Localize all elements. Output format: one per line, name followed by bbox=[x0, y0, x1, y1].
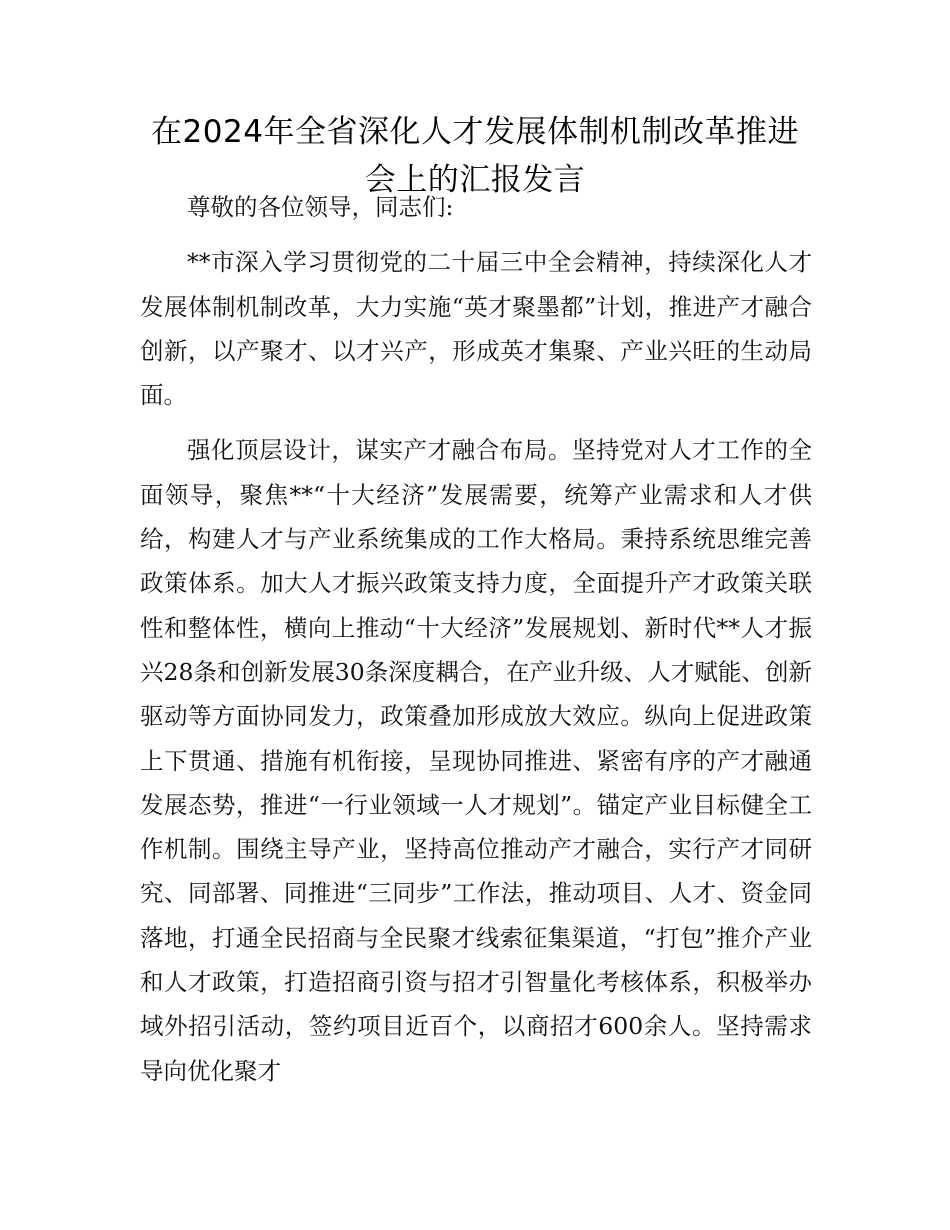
document-body bbox=[140, 185, 812, 1093]
paragraph-top-level-design: 强化顶层设计，谋实产才融合布局。坚持党对人才工作的全面领导，聚焦**“十大经济”发展需要，统筹产业需求和人才供给，构建人才与产业系统集成的工作大格局。秉持系统思维完善政策体系。加大人才振兴政策支持力度，全面提升产才政策关联性和整体性，横向上推动“十大经济”发展规划、新时代**人才振兴28条和创新发展30条深度耦合，在产业升级、人才赋能、创新驱动等方面协同发力，政策叠加形成放大效应。纵向上促进政策上下贯通、措施有机衔接，呈现协同推进、紧密有序的产才融通发展态势，推进“一行业领域一人才规划”。锚定产业目标健全工作机制。围绕主导产业，坚持高位推动产才融合，实行产才同研究、同部署、同推进“三同步”工作法，推动项目、人才、资金同落地，打通全民招商与全民聚才线索征集渠道，“打包”推介产业和人才政策，打造招商引资与招才引智量化考核体系，积极举办域外招引活动，签约项目近百个，以商招才600余人。坚持需求导向优化聚才 bbox=[140, 436, 812, 1085]
title-line-2: 会上的汇报发言 bbox=[364, 162, 586, 198]
salutation: 尊敬的各位领导，同志们: bbox=[187, 193, 454, 221]
paragraph-intro: **市深入学习贯彻党的二十届三中全会精神，持续深化人才发展体制机制改革，大力实施“英才聚墨都”计划，推进产才融合创新，以产聚才、以才兴产，形成英才集聚、产业兴旺的生动局面。 bbox=[140, 248, 812, 410]
title-line-1: 在2024年全省深化人才发展体制机制改革推进 bbox=[151, 114, 799, 150]
